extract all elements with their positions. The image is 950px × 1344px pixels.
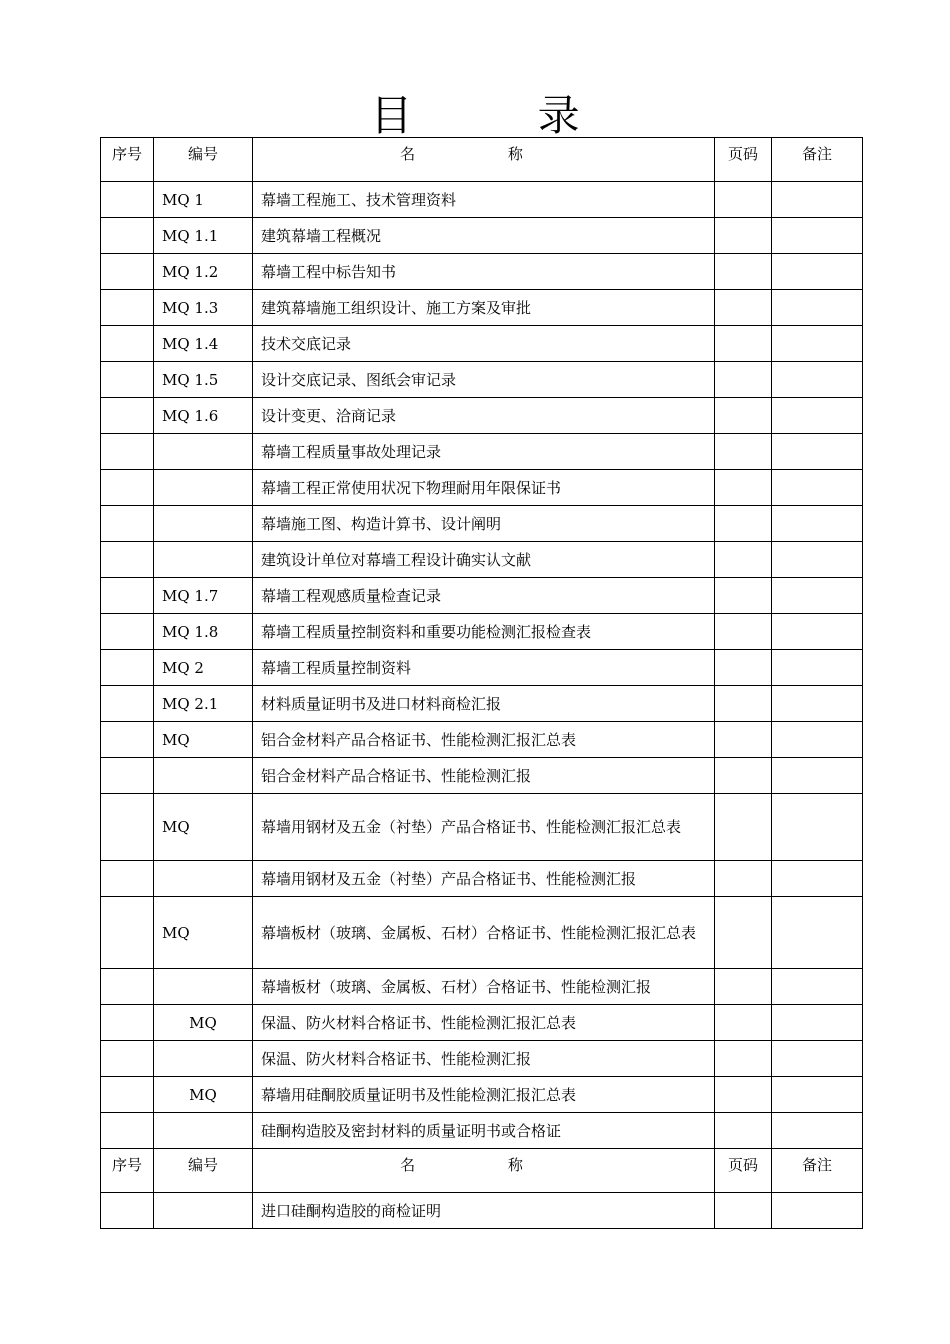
row-remark — [772, 1113, 863, 1149]
table-row — [101, 794, 863, 861]
row-remark — [772, 326, 863, 362]
table-row — [101, 1193, 863, 1229]
row-code — [154, 1113, 253, 1149]
row-remark — [772, 758, 863, 794]
row-no — [101, 650, 154, 686]
row-name: 幕墙工程质量控制资料和重要功能检测汇报检查表 — [253, 614, 715, 650]
row-name: 幕墙工程质量事故处理记录 — [253, 434, 715, 470]
row-name: 设计变更、洽商记录 — [253, 398, 715, 434]
row-name: 幕墙工程施工、技术管理资料 — [253, 182, 715, 218]
row-no — [101, 794, 154, 861]
row-page — [715, 1005, 772, 1041]
row-name: 设计交底记录、图纸会审记录 — [253, 362, 715, 398]
row-name: 幕墙工程质量控制资料 — [253, 650, 715, 686]
header-code: 编号 — [154, 138, 253, 182]
row-remark — [772, 182, 863, 218]
page-title: 目 录 — [370, 91, 636, 140]
table-row — [101, 434, 863, 470]
table-row — [101, 686, 863, 722]
row-no — [101, 1005, 154, 1041]
header-remark: 备注 — [772, 138, 863, 182]
row-no — [101, 398, 154, 434]
row-remark — [772, 614, 863, 650]
row-remark — [772, 506, 863, 542]
row-code: MQ 1.4 — [154, 326, 253, 362]
row-remark — [772, 969, 863, 1005]
row-page — [715, 686, 772, 722]
table-row — [101, 614, 863, 650]
header-no: 序号 — [101, 1149, 154, 1193]
row-page — [715, 290, 772, 326]
row-code — [154, 434, 253, 470]
row-page — [715, 969, 772, 1005]
row-no — [101, 1077, 154, 1113]
row-page — [715, 578, 772, 614]
row-remark — [772, 722, 863, 758]
table-row — [101, 290, 863, 326]
row-no — [101, 362, 154, 398]
row-name: 幕墙用硅酮胶质量证明书及性能检测汇报汇总表 — [253, 1077, 715, 1113]
header-name: 名 称 — [253, 1149, 715, 1193]
row-page — [715, 722, 772, 758]
table-row — [101, 362, 863, 398]
row-name: 材料质量证明书及进口材料商检汇报 — [253, 686, 715, 722]
row-code: MQ — [154, 722, 253, 758]
row-code: MQ — [154, 794, 253, 861]
row-name: 幕墙用钢材及五金（衬垫）产品合格证书、性能检测汇报 — [253, 861, 715, 897]
row-name: 保温、防火材料合格证书、性能检测汇报 — [253, 1041, 715, 1077]
table-row — [101, 218, 863, 254]
row-remark — [772, 290, 863, 326]
row-remark — [772, 470, 863, 506]
row-remark — [772, 861, 863, 897]
row-no — [101, 758, 154, 794]
row-no — [101, 1041, 154, 1077]
row-name: 进口硅酮构造胶的商检证明 — [253, 1193, 715, 1229]
row-remark — [772, 434, 863, 470]
row-page — [715, 1041, 772, 1077]
row-name: 幕墙工程正常使用状况下物理耐用年限保证书 — [253, 470, 715, 506]
row-code — [154, 542, 253, 578]
row-name: 铝合金材料产品合格证书、性能检测汇报汇总表 — [253, 722, 715, 758]
row-name: 幕墙用钢材及五金（衬垫）产品合格证书、性能检测汇报汇总表 — [253, 794, 715, 861]
table-row — [101, 542, 863, 578]
row-no — [101, 470, 154, 506]
row-name: 技术交底记录 — [253, 326, 715, 362]
table-row — [101, 1113, 863, 1149]
row-code: MQ 2 — [154, 650, 253, 686]
row-no — [101, 290, 154, 326]
row-page — [715, 758, 772, 794]
row-page — [715, 542, 772, 578]
row-name: 幕墙施工图、构造计算书、设计阐明 — [253, 506, 715, 542]
row-remark — [772, 578, 863, 614]
row-no — [101, 182, 154, 218]
row-no — [101, 969, 154, 1005]
row-code — [154, 1193, 253, 1229]
row-remark — [772, 218, 863, 254]
row-code — [154, 969, 253, 1005]
row-page — [715, 1077, 772, 1113]
row-remark — [772, 1041, 863, 1077]
row-name: 保温、防火材料合格证书、性能检测汇报汇总表 — [253, 1005, 715, 1041]
row-remark — [772, 542, 863, 578]
row-no — [101, 254, 154, 290]
row-name: 硅酮构造胶及密封材料的质量证明书或合格证 — [253, 1113, 715, 1149]
row-no — [101, 614, 154, 650]
table-row — [101, 326, 863, 362]
row-code: MQ — [154, 897, 253, 969]
row-no — [101, 542, 154, 578]
row-no — [101, 506, 154, 542]
table-row — [101, 506, 863, 542]
row-page — [715, 650, 772, 686]
table-row — [101, 1041, 863, 1077]
row-remark — [772, 1005, 863, 1041]
row-page — [715, 218, 772, 254]
row-code: MQ 1.8 — [154, 614, 253, 650]
table-row — [101, 722, 863, 758]
row-page — [715, 362, 772, 398]
row-code: MQ 1.2 — [154, 254, 253, 290]
row-no — [101, 218, 154, 254]
row-page — [715, 1113, 772, 1149]
row-no — [101, 326, 154, 362]
row-page — [715, 398, 772, 434]
row-code — [154, 758, 253, 794]
row-code — [154, 861, 253, 897]
table-row — [101, 758, 863, 794]
row-code: MQ 1.1 — [154, 218, 253, 254]
row-remark — [772, 1193, 863, 1229]
table-row — [101, 1077, 863, 1113]
table-row — [101, 861, 863, 897]
row-page — [715, 794, 772, 861]
row-page — [715, 326, 772, 362]
row-code — [154, 506, 253, 542]
row-page — [715, 1193, 772, 1229]
row-code: MQ 2.1 — [154, 686, 253, 722]
row-no — [101, 1113, 154, 1149]
table-row — [101, 969, 863, 1005]
row-name: 幕墙板材（玻璃、金属板、石材）合格证书、性能检测汇报 — [253, 969, 715, 1005]
row-page — [715, 861, 772, 897]
row-name: 铝合金材料产品合格证书、性能检测汇报 — [253, 758, 715, 794]
row-code: MQ 1.3 — [154, 290, 253, 326]
table-row — [101, 470, 863, 506]
table-row — [101, 254, 863, 290]
header-row — [101, 1149, 863, 1193]
row-code: MQ 1 — [154, 182, 253, 218]
row-no — [101, 578, 154, 614]
header-row — [101, 138, 863, 182]
row-remark — [772, 362, 863, 398]
header-name: 名 称 — [253, 138, 715, 182]
header-page: 页码 — [715, 1149, 772, 1193]
row-no — [101, 722, 154, 758]
row-code: MQ 1.6 — [154, 398, 253, 434]
row-page — [715, 614, 772, 650]
row-code: MQ — [154, 1077, 253, 1113]
header-page: 页码 — [715, 138, 772, 182]
row-no — [101, 434, 154, 470]
row-remark — [772, 398, 863, 434]
row-name: 建筑幕墙施工组织设计、施工方案及审批 — [253, 290, 715, 326]
header-remark: 备注 — [772, 1149, 863, 1193]
row-page — [715, 470, 772, 506]
table-row — [101, 398, 863, 434]
row-name: 幕墙工程中标告知书 — [253, 254, 715, 290]
row-no — [101, 686, 154, 722]
row-remark — [772, 897, 863, 969]
row-name: 幕墙工程观感质量检查记录 — [253, 578, 715, 614]
row-page — [715, 254, 772, 290]
row-page — [715, 434, 772, 470]
row-name: 建筑幕墙工程概况 — [253, 218, 715, 254]
row-code: MQ — [154, 1005, 253, 1041]
row-name: 幕墙板材（玻璃、金属板、石材）合格证书、性能检测汇报汇总表 — [253, 897, 715, 969]
row-remark — [772, 1077, 863, 1113]
row-page — [715, 506, 772, 542]
header-code: 编号 — [154, 1149, 253, 1193]
row-remark — [772, 254, 863, 290]
table-row — [101, 650, 863, 686]
row-remark — [772, 686, 863, 722]
row-page — [715, 897, 772, 969]
row-code: MQ 1.5 — [154, 362, 253, 398]
table-row — [101, 1005, 863, 1041]
row-no — [101, 861, 154, 897]
header-no: 序号 — [101, 138, 154, 182]
row-remark — [772, 794, 863, 861]
row-no — [101, 897, 154, 969]
table-row — [101, 897, 863, 969]
row-name: 建筑设计单位对幕墙工程设计确实认文献 — [253, 542, 715, 578]
table-row — [101, 182, 863, 218]
row-page — [715, 182, 772, 218]
row-no — [101, 1193, 154, 1229]
toc-table — [100, 137, 863, 1229]
row-code: MQ 1.7 — [154, 578, 253, 614]
table-row — [101, 578, 863, 614]
row-code — [154, 470, 253, 506]
row-remark — [772, 650, 863, 686]
row-code — [154, 1041, 253, 1077]
